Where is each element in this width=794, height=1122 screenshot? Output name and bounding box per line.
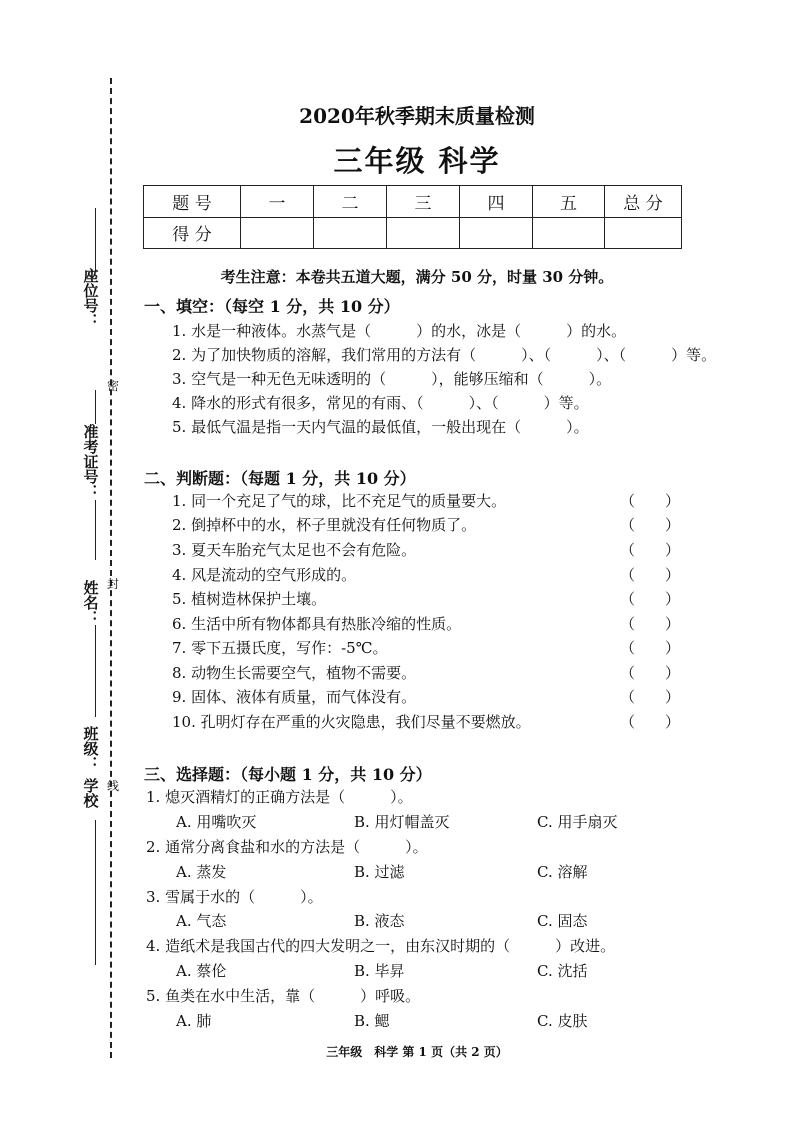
header-cell-question-no: 题 号 [144,186,241,218]
choice-5-option-c: C. 皮肤 [537,1012,588,1030]
name-label: 姓名： [81,580,100,625]
answer-paren: （ ） [620,688,681,706]
score-cell [533,217,605,249]
answer-paren: （ ） [620,566,681,584]
answer-paren: （ ） [620,713,681,731]
fill-question-1: 1. 水是一种液体。水蒸气是（ ）的水，冰是（ ）的水。 [172,322,627,340]
seal-char-mi: 密 [107,379,120,393]
exam-number-label: 准考证号： [81,424,100,499]
section-1-heading: 一、填空：（每空 1 分，共 10 分） [144,297,400,316]
choice-question-4: 4. 造纸术是我国古代的四大发明之一，由东汉时期的（ ）改进。 [146,937,616,955]
answer-paren: （ ） [620,541,681,559]
choice-5-option-b: B. 鳃 [354,1012,390,1030]
school-label: 学校 [81,778,100,808]
exam-subtitle: 2020年秋季期末质量检测 [299,104,535,128]
exam-no-blank-line-upper [95,390,96,424]
header-cell-2: 二 [314,186,387,218]
choice-4-option-a: A. 蔡伦 [176,962,227,980]
answer-paren: （ ） [620,516,681,534]
choice-question-3: 3. 雪属于水的（ ）。 [146,888,323,906]
answer-paren: （ ） [620,639,681,657]
seal-char-feng: 封 [107,577,120,591]
judge-question-1: 1. 同一个充足了气的球，比不充足气的质量要大。 [172,492,507,510]
judge-question-8: 8. 动物生长需要空气，植物不需要。 [172,664,417,682]
score-cell [605,217,682,249]
choice-1-option-c: C. 用手扇灭 [537,813,618,831]
score-row-label: 得 分 [144,217,241,249]
score-table-header-row [144,186,682,218]
choice-2-option-c: C. 溶解 [537,863,588,881]
fill-question-2: 2. 为了加快物质的溶解，我们常用的方法有（ ）、（ ）、（ ）等。 [172,346,717,364]
score-cell [241,217,314,249]
choice-question-1: 1. 熄灭酒精灯的正确方法是（ ）。 [146,788,413,806]
choice-1-option-a: A. 用嘴吹灭 [176,813,257,831]
school-blank-line [95,820,96,965]
choice-2-option-a: A. 蒸发 [176,863,227,881]
score-cell [387,217,460,249]
class-label: 班级： [81,726,100,771]
judge-question-10: 10. 孔明灯存在严重的火灾隐患，我们尽量不要燃放。 [172,713,531,731]
choice-5-option-a: A. 肺 [176,1012,212,1030]
section-2-heading: 二、判断题：（每题 1 分，共 10 分） [144,469,416,488]
answer-paren: （ ） [620,492,681,510]
answer-paren: （ ） [620,664,681,682]
judge-question-2: 2. 倒掉杯中的水，杯子里就没有任何物质了。 [172,516,477,534]
judge-question-5: 5. 植树造林保护土壤。 [172,590,327,608]
choice-4-option-b: B. 毕昇 [354,962,405,980]
fill-question-4: 4. 降水的形式有很多，常见的有雨、（ ）、（ ）等。 [172,394,589,412]
seat-blank-line [95,208,96,272]
fill-question-5: 5. 最低气温是指一天内气温的最低值，一般出现在（ ）。 [172,418,589,436]
header-cell-total: 总 分 [605,186,682,218]
judge-question-3: 3. 夏天车胎充气太足也不会有危险。 [172,541,417,559]
judge-question-9: 9. 固体、液体有质量，而气体没有。 [172,688,417,706]
header-cell-1: 一 [241,186,314,218]
page-footer: 三年级 科学 第 1 页（共 2 页） [326,1045,508,1059]
judge-question-4: 4. 风是流动的空气形成的。 [172,566,357,584]
judge-question-7: 7. 零下五摄氏度，写作：-5℃。 [172,639,388,657]
score-cell [314,217,387,249]
answer-paren: （ ） [620,590,681,608]
choice-3-option-c: C. 固态 [537,912,588,930]
header-cell-4: 四 [460,186,533,218]
score-table-score-row [144,217,682,249]
exam-title: 三年级 科学 [333,144,501,178]
binding-dashed-line [110,78,112,1058]
answer-paren: （ ） [620,615,681,633]
score-cell [460,217,533,249]
choice-4-option-c: C. 沈括 [537,962,588,980]
seal-char-xian: 线 [107,779,120,793]
choice-question-5: 5. 鱼类在水中生活，靠（ ）呼吸。 [146,987,421,1005]
choice-1-option-b: B. 用灯帽盖灭 [354,813,450,831]
choice-2-option-b: B. 过滤 [354,863,405,881]
fill-question-3: 3. 空气是一种无色无味透明的（ ），能够压缩和（ ）。 [172,370,612,388]
header-cell-5: 五 [533,186,605,218]
section-3-heading: 三、选择题：（每小题 1 分，共 10 分） [144,765,432,784]
exam-notice: 考生注意：本卷共五道大题，满分 50 分，时量 30 分钟。 [220,268,614,286]
judge-question-6: 6. 生活中所有物体都具有热胀冷缩的性质。 [172,615,462,633]
seat-number-label: 座位号： [81,268,100,328]
header-cell-3: 三 [387,186,460,218]
score-table [143,185,682,249]
exam-no-blank-line-lower [95,500,96,560]
choice-3-option-b: B. 液态 [354,912,405,930]
choice-question-2: 2. 通常分离食盐和水的方法是（ ）。 [146,838,428,856]
name-blank-line [95,625,96,717]
choice-3-option-a: A. 气态 [176,912,227,930]
